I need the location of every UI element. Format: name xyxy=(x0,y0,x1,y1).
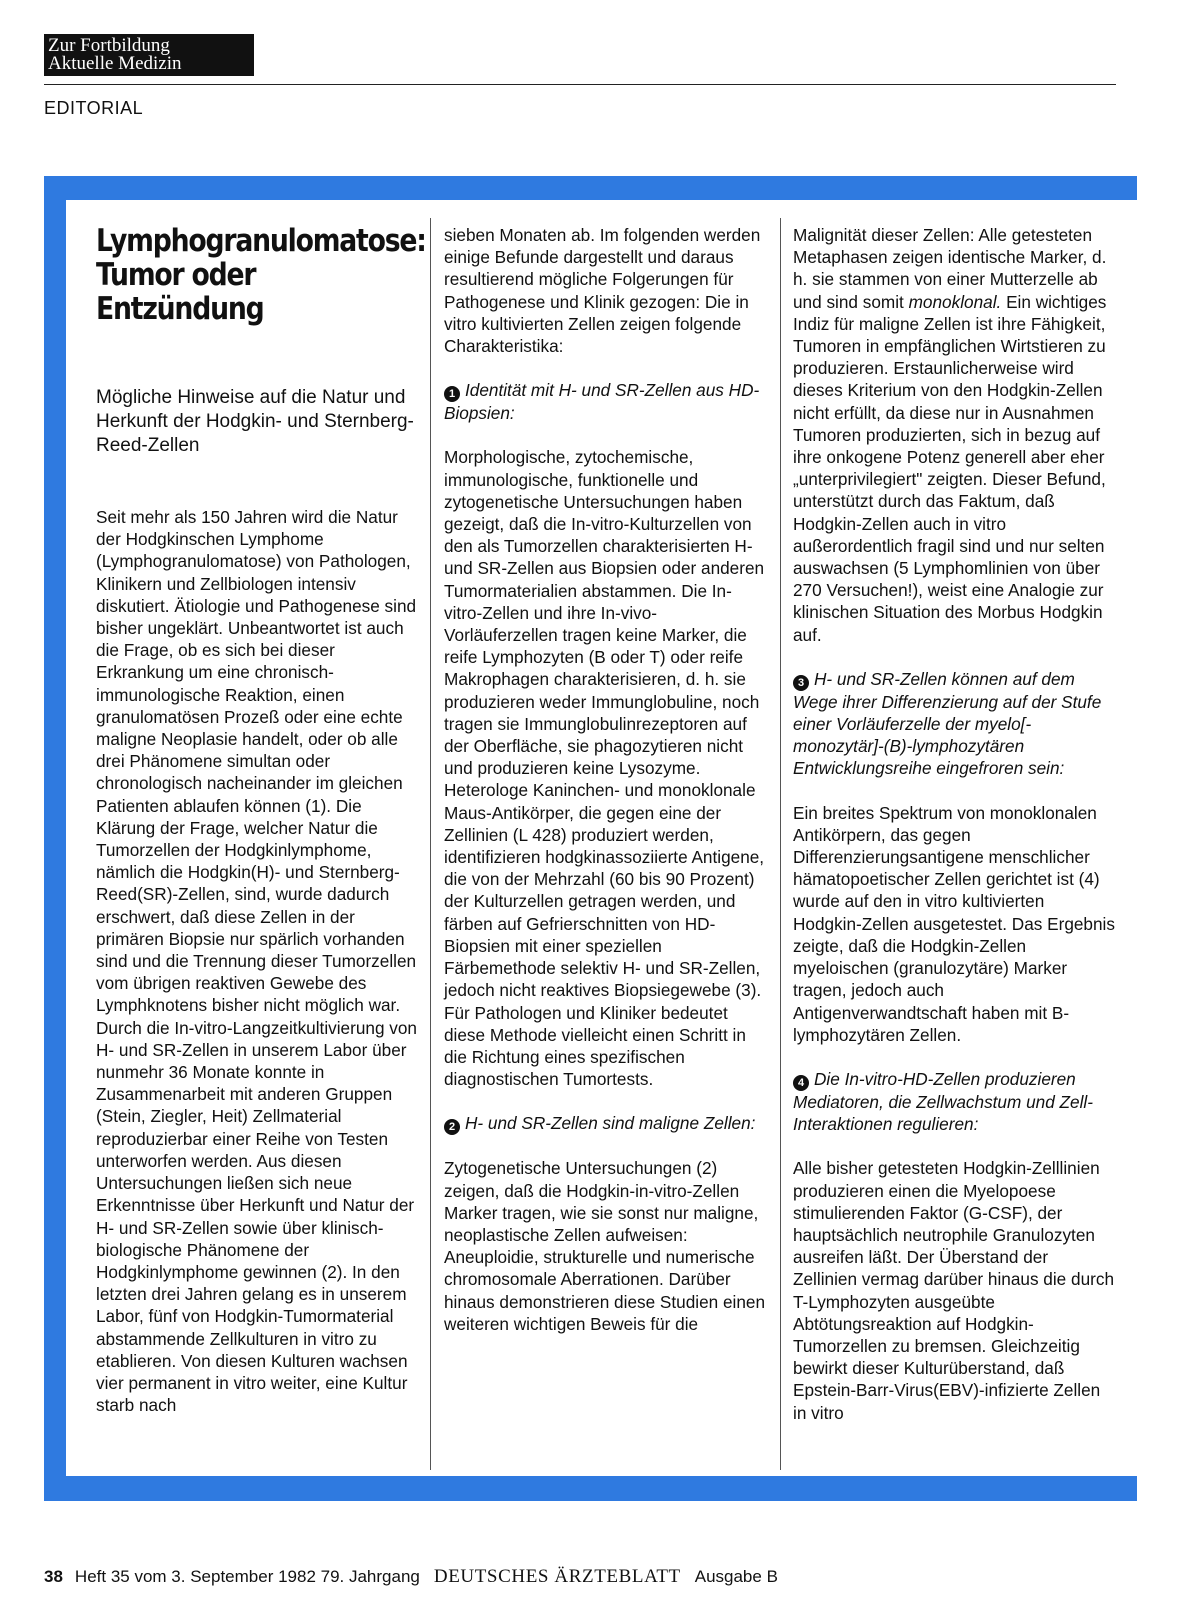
column-1 xyxy=(96,223,426,1438)
section-label: EDITORIAL xyxy=(44,98,144,118)
article-subtitle: Mögliche Hinweise auf die Natur und Herkunft der Hodgkin- und Sternberg-Reed-Zellen xyxy=(96,387,414,456)
finding-2-heading-text: H- und SR-Zellen sind maligne Zellen: xyxy=(465,1113,756,1134)
finding-4-heading xyxy=(793,1068,1115,1135)
finding-2-heading xyxy=(444,1112,766,1135)
number-badge-3: 3 xyxy=(793,675,809,691)
column-3 xyxy=(793,224,1115,1446)
article-title xyxy=(96,223,426,327)
header-rule xyxy=(44,84,1116,85)
finding-1-heading-text: Identität mit H- und SR-Zellen aus HD-Biopsien: xyxy=(444,380,760,424)
column-3-paragraph-1-part-b: Ein wichtiges Indiz für maligne Zellen ist ihre Fähigkeit, Tumoren in empfänglichen Wirtstieren zu produzieren. Erstaunlicherweise wird dieses Kriterium von den Hodgkin-Zellen nicht erfüllt, da diese nur in Ausnahmen Tumoren produzierten, sich in bezug auf ihre onkogene Potenz generell aber eher „unterprivilegiert" zeigten. Dieser Befund, unterstützt durch das Faktum, daß Hodgkin-Zellen auch in vitro außerordentlich fragil sind und nur selten auswachsen (5 Lymphomlinien von über 270 Versuchen!), weist eine Analogie zur klinischen Situation des Morbus Hodgkin auf. xyxy=(793,291,1107,645)
column-2-paragraph-2: Morphologische, zytochemische, immunologische, funktionelle und zytogenetische Untersuchungen haben gezeigt, daß die In-vitro-Kulturzellen von den als Tumorzellen charakterisierten H- und SR-Zellen aus Biopsien oder anderen Tumormaterialien abstammen. Die In-vitro-Zellen und ihre In-vivo-Vorläuferzellen tragen keine Marker, die reife Lymphozyten (B oder T) oder reife Makrophagen charakterisieren, d. h. sie produzieren weder Immunglobuline, noch tragen sie Immunglobulinrezeptoren auf der Oberfläche, sie phagozytieren nicht und produzieren keine Lysozyme. Heterologe Kaninchen- und monoklonale Maus-Antikörper, die gegen eine der Zellinien (L 428) produziert werden, identifizieren hodgkinassoziierte Antigene, die von der Mehrzahl (60 bis 90 Prozent) der Kulturzellen getragen werden, und färben auf Gefrierschnitten von HD-Biopsien mit einer speziellen Färbemethode selektiv H- und SR-Zellen, jedoch nicht reaktives Biopsiegewebe (3). Für Pathologen und Kliniker bedeutet diese Methode vielleicht einen Schritt in die Richtung eines spezifischen diagnostischen Tumortests. xyxy=(444,447,765,1090)
journal-name: DEUTSCHES ÄRZTEBLATT xyxy=(433,1566,681,1587)
monoklonal-emphasis: monoklonal. xyxy=(908,291,1002,312)
section-header-box xyxy=(44,34,254,76)
number-badge-1: 1 xyxy=(444,386,460,402)
number-badge-4: 4 xyxy=(793,1075,809,1091)
intro-paragraph-2: Durch die In-vitro-Langzeitkultivierung von H- und SR-Zellen in unserem Labor über nunmehr 36 Monate konnte in Zusammenarbeit mit anderen Gruppen (Stein, Ziegler, Heit) Zellmaterial reproduzierbar einer Reihe von Testen unterworfen werden. Aus diesen Untersuchungen ließen sich neue Erkenntnisse über Herkunft und Natur der H- und SR-Zellen sowie über klinisch-biologische Phänomene der Hodgkinlymphome gewinnen (2). In den letzten drei Jahren gelang es in unserem Labor, fünf von Hodgkin-Tumormaterial abstammende Zellkulturen in vitro zu etablieren. Von diesen Kulturen wachsen vier permanent in vitro weiter, eine Kultur starb nach xyxy=(96,1017,417,1416)
edition-label: Ausgabe B xyxy=(694,1567,778,1586)
column-3-paragraph-3: Alle bisher getesteten Hodgkin-Zelllinien produzieren einen die Myelopoese stimulierenden Faktor (G-CSF), der hauptsächlich neutrophile Granulozyten ausreifen läßt. Der Überstand der Zellinien vermag darüber hinaus die durch T-Lymphozyten ausgeübte Abtötungsreaktion auf Hodgkin-Tumorzellen zu bremsen. Gleichzeitig bewirkt dieser Kulturüberstand, daß Epstein-Barr-Virus(EBV)-infizierte Zellen in vitro xyxy=(793,1158,1115,1423)
column-3-paragraph-2: Ein breites Spektrum von monoklonalen Antikörpern, das gegen Differenzierungsantigene menschlicher hämatopoetischer Zellen gerichtet ist (4) wurde auf den in vitro kultivierten Hodgkin-Zellen ausgetestet. Das Ergebnis zeigte, daß die Hodgkin-Zellen myeloischen (granulozytäre) Marker tragen, jedoch auch Antigenverwandtschaft haben mit B-lymphozytären Zellen. xyxy=(793,802,1115,1045)
header-line-1: Zur Fortbildung xyxy=(48,35,170,56)
page-footer xyxy=(44,1566,778,1588)
page-number: 38 xyxy=(44,1567,63,1586)
issue-info: Heft 35 vom 3. September 1982 79. Jahrgang xyxy=(74,1567,420,1586)
finding-3-heading xyxy=(793,668,1115,780)
column-3-paragraph-1-part-a: Malignität dieser Zellen: Alle getesteten Metaphasen zeigen identische Marker, d. h. sie stammen von einer Mutterzelle ab und sind somit xyxy=(793,225,1107,312)
column-divider-2 xyxy=(780,218,781,1470)
title-line-1: Lymphogranulomatose: xyxy=(96,223,426,259)
column-divider-1 xyxy=(430,218,431,1470)
column-2 xyxy=(444,224,766,1357)
column-3-paragraph-1 xyxy=(793,224,1115,646)
intro-paragraph-1: Seit mehr als 150 Jahren wird die Natur der Hodgkinschen Lymphome (Lymphogranulomatose) von Pathologen, Klinikern und Zellbiologen intensiv diskutiert. Ätiologie und Pathogenese sind bisher ungeklärt. Unbeantwortet ist auch die Frage, ob es sich bei dieser Erkrankung um eine chronisch-immunologische Reaktion, einen granulomatösen Prozeß oder eine echte maligne Neoplasie handelt, oder ob alle drei Phänomene simultan oder chronologisch nacheinander im gleichen Patienten ablaufen können (1). Die Klärung der Frage, welcher Natur die Tumorzellen der Hodgkinlymphome, nämlich die Hodgkin(H)- und Sternberg-Reed(SR)-Zellen, sind, wurde dadurch erschwert, daß diese Zellen in der primären Biopsie nur spärlich vorhanden sind und die Trennung dieser Tumorzellen vom übrigen reaktiven Gewebe des Lymphknotens bisher nicht möglich war. xyxy=(96,507,417,1016)
column-2-paragraph-1: sieben Monaten ab. Im folgenden werden einige Befunde dargestellt und daraus resultierend mögliche Folgerungen für Pathogenese und Klinik gezogen: Die in vitro kultivierten Zellen zeigen folgende Charakteristika: xyxy=(444,225,761,357)
finding-3-heading-text: H- und SR-Zellen können auf dem Wege ihrer Differenzierung auf der Stufe einer Vorläuferzelle der myelo[-monozytär]-(B)-lymphozytären Entwicklungsreihe eingefroren sein: xyxy=(793,668,1102,779)
finding-4-heading-text: Die In-vitro-HD-Zellen produzieren Mediatoren, die Zellwachstum und Zell-Interaktionen regulieren: xyxy=(793,1068,1093,1135)
title-line-2: Tumor oder Entzündung xyxy=(96,257,264,327)
finding-1-heading xyxy=(444,379,766,424)
column-2-paragraph-3: Zytogenetische Untersuchungen (2) zeigen, daß die Hodgkin-in-vitro-Zellen Marker tragen, wie sie sonst nur maligne, neoplastische Zellen aufweisen: Aneuploidie, strukturelle und numerische chromosomale Aberrationen. Darüber hinaus demonstrieren diese Studien einen weiteren wichtigen Beweis für die xyxy=(444,1158,766,1334)
header-line-2: Aktuelle Medizin xyxy=(48,53,182,74)
number-badge-2: 2 xyxy=(444,1119,460,1135)
